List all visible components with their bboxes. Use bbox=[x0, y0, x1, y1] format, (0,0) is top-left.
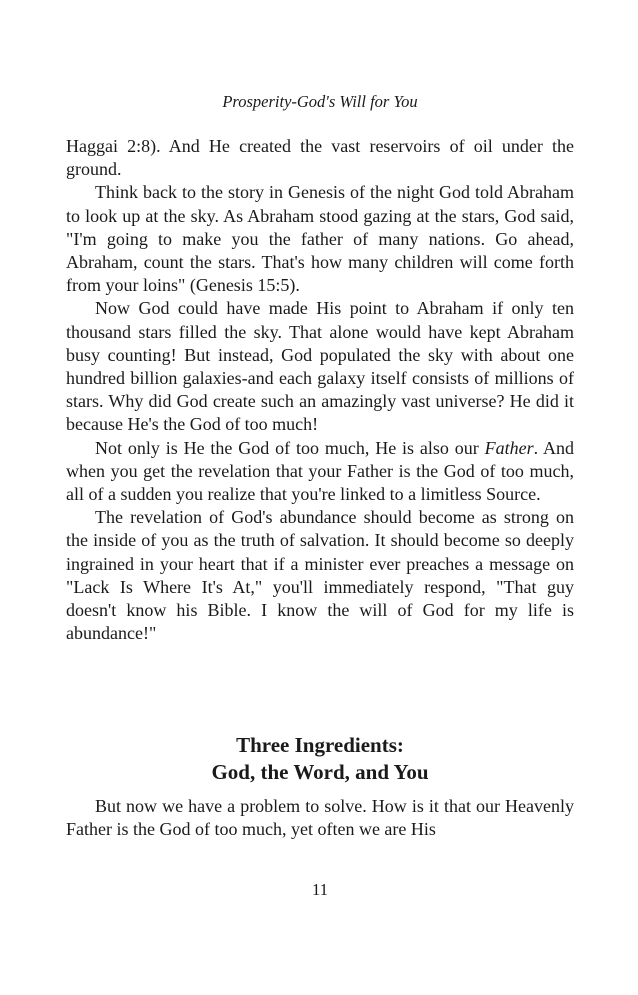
paragraph-abundance: The revelation of God's abundance should become as strong on the inside of you as the truth of salvation. It should become so deeply ingrained in your heart that if a minister ever preaches a message on "Lack Is Where It's At," you'll immediately respond, "That guy doesn't know his Bible. I know the will of God for my life is abundance!" bbox=[66, 507, 574, 644]
emphasis-father: Father bbox=[484, 437, 534, 458]
page-number: 11 bbox=[311, 880, 329, 899]
paragraph-father-text-after: . And when you get the revelation that your Father is the God of too much, all of a sudden you realize that you're linked to a limitless Source. bbox=[66, 437, 574, 505]
running-head: Prosperity-God's Will for You bbox=[222, 92, 418, 111]
paragraph-abraham-stars: Think back to the story in Genesis of the night God told Abraham to look up at the sky. As Abraham stood gazing at the stars, God said, "I'm going to make you the father of many nations. Go ahead, Abraham, count the stars. That's how many children will come forth from your loins" (Genesis 15:5). bbox=[66, 182, 574, 296]
paragraph-problem: But now we have a problem to solve. How is it that our Heavenly Father is the God of too much, yet often we are His bbox=[66, 796, 574, 840]
section-heading-line-1: Three Ingredients: bbox=[236, 733, 404, 757]
paragraph-father bbox=[66, 437, 574, 507]
after-heading-text bbox=[66, 795, 574, 841]
section-heading bbox=[66, 732, 574, 786]
body-text bbox=[66, 135, 574, 645]
paragraph-galaxies: Now God could have made His point to Abraham if only ten thousand stars filled the sky. That alone would have kept Abraham busy counting! But instead, God populated the sky with about one hundred billion galaxies-and each galaxy itself consists of millions of stars. Why did God create such an amazingly vast universe? He did it because He's the God of too much! bbox=[66, 298, 574, 435]
paragraph-continuation: Haggai 2:8). And He created the vast reservoirs of oil under the ground. bbox=[66, 136, 574, 180]
section-heading-line-2: God, the Word, and You bbox=[211, 760, 429, 784]
paragraph-father-text-before: Not only is He the God of too much, He is also our bbox=[95, 437, 485, 458]
